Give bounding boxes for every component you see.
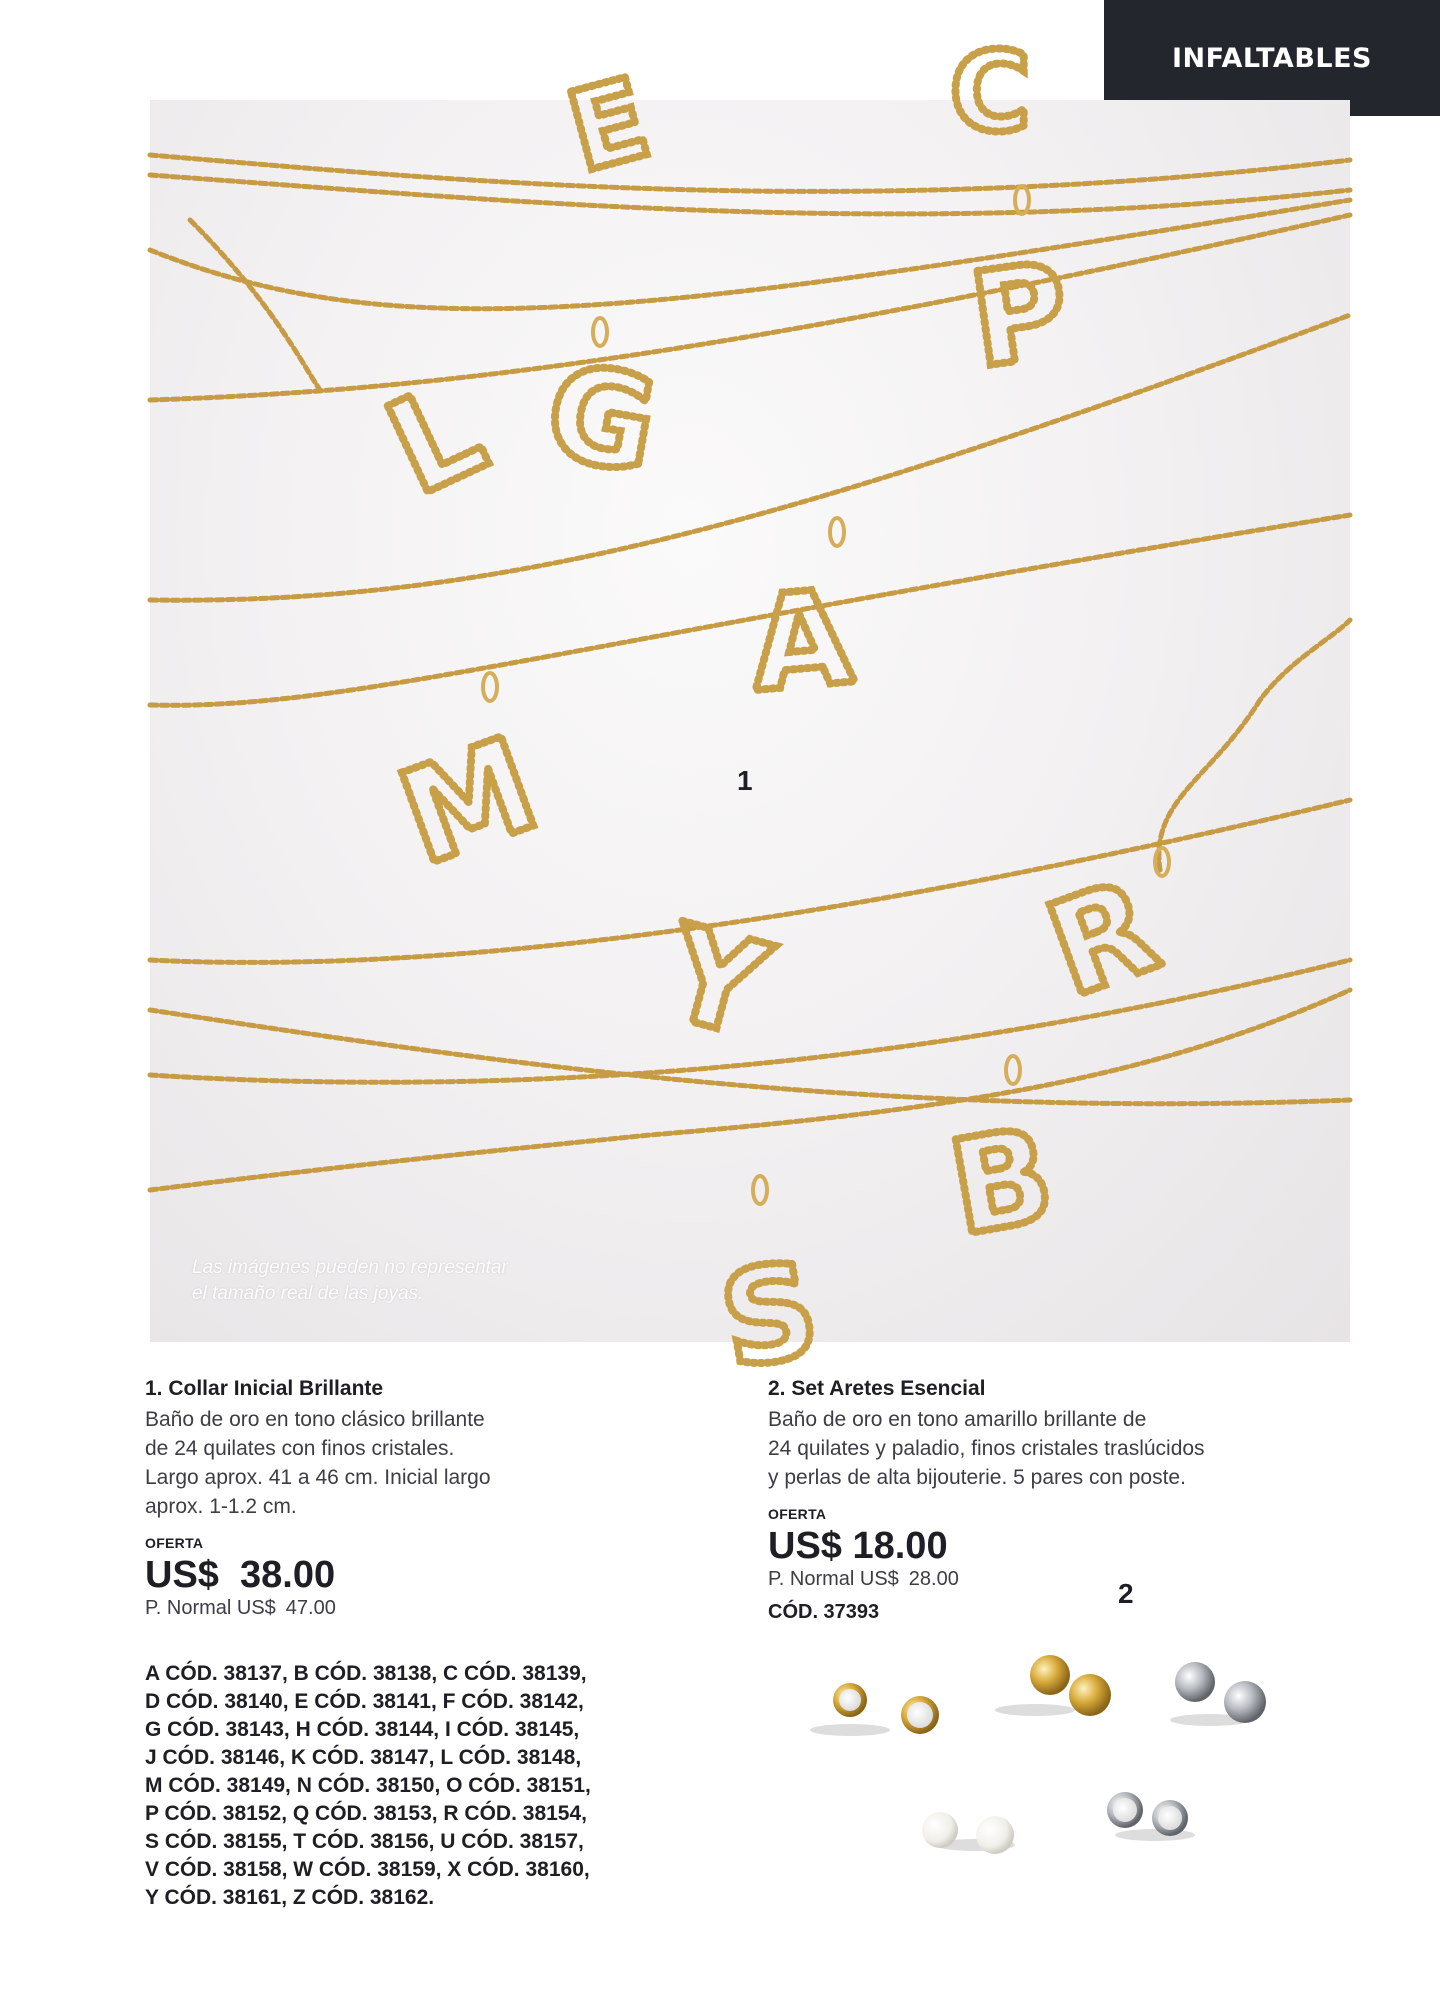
description-line: y perlas de alta bijouterie. 5 pares con poste. <box>768 1466 1186 1489</box>
pendant-letter: C <box>950 28 1031 156</box>
code-line: M CÓD. 38149, N CÓD. 38150, O CÓD. 38151, <box>145 1774 591 1797</box>
code-line: G CÓD. 38143, H CÓD. 38144, I CÓD. 38145, <box>145 1718 580 1741</box>
pendant-letter: L <box>365 352 506 525</box>
offer-label: OFERTA <box>145 1535 204 1551</box>
code-line: A CÓD. 38137, B CÓD. 38138, C CÓD. 38139, <box>145 1662 587 1685</box>
product-codes-list <box>145 1660 745 1912</box>
description-line: de 24 quilates con finos cristales. <box>145 1437 455 1460</box>
code-line: Y CÓD. 38161, Z CÓD. 38162. <box>145 1886 435 1909</box>
product-collar-inicial <box>145 1375 705 1620</box>
code-line: D CÓD. 38140, E CÓD. 38141, F CÓD. 38142, <box>145 1690 584 1713</box>
code-line: P CÓD. 38152, Q CÓD. 38153, R CÓD. 38154, <box>145 1802 587 1825</box>
disclaimer-line: Las imágenes pueden no representar <box>192 1257 508 1278</box>
product-description <box>145 1405 705 1521</box>
description-line: Baño de oro en tono clásico brillante <box>145 1408 485 1431</box>
item-number-1: 1 <box>737 765 753 796</box>
product-code: CÓD. 37393 <box>768 1601 880 1623</box>
normal-price <box>145 1597 705 1620</box>
pendant-letter: P <box>961 233 1078 398</box>
pendant-letter: G <box>535 334 668 503</box>
earrings-illustration <box>740 1640 1300 1900</box>
normal-price-value: 47.00 <box>285 1597 336 1619</box>
pendant-letter: R <box>1029 849 1176 1027</box>
image-disclaimer <box>192 1255 592 1307</box>
offer-price: US$ 38.00 <box>145 1554 336 1596</box>
offer-label: OFERTA <box>768 1506 827 1522</box>
description-line: 24 quilates y paladio, finos cristales traslúcidos <box>768 1437 1205 1460</box>
normal-price-value: 28.00 <box>908 1568 959 1590</box>
product-description <box>768 1405 1328 1492</box>
pendant-letter: M <box>381 707 556 895</box>
code-line: S CÓD. 38155, T CÓD. 38156, U CÓD. 38157, <box>145 1830 584 1853</box>
pendant-letter: A <box>744 560 858 721</box>
pendant-letter: E <box>555 53 662 197</box>
code-line: J CÓD. 38146, K CÓD. 38147, L CÓD. 38148, <box>145 1746 582 1769</box>
earrings-image <box>740 1640 1300 1900</box>
section-tab: INFALTABLES <box>1104 0 1440 116</box>
description-line: Baño de oro en tono amarillo brillante de <box>768 1408 1147 1431</box>
offer-price: US$ 18.00 <box>768 1525 948 1567</box>
normal-price-label: P. Normal US$ <box>145 1597 276 1619</box>
description-line: aprox. 1-1.2 cm. <box>145 1495 297 1518</box>
normal-price <box>768 1568 1328 1591</box>
description-line: Largo aprox. 41 a 46 cm. Inicial largo <box>145 1466 491 1489</box>
item-number-2: 2 <box>1118 1578 1134 1609</box>
code-line: V CÓD. 38158, W CÓD. 38159, X CÓD. 38160, <box>145 1858 590 1881</box>
product-set-aretes <box>768 1375 1328 1624</box>
normal-price-label: P. Normal US$ <box>768 1568 899 1590</box>
pendant-letter: B <box>939 1098 1064 1266</box>
product-title: 2. Set Aretes Esencial <box>768 1377 986 1400</box>
disclaimer-line: el tamaño real de las joyas. <box>192 1283 424 1304</box>
pendant-letter: S <box>710 1232 829 1399</box>
pendant-letter: Y <box>651 895 782 1068</box>
earring-pair-silver-ball <box>1175 1662 1266 1723</box>
product-title: 1. Collar Inicial Brillante <box>145 1377 384 1400</box>
